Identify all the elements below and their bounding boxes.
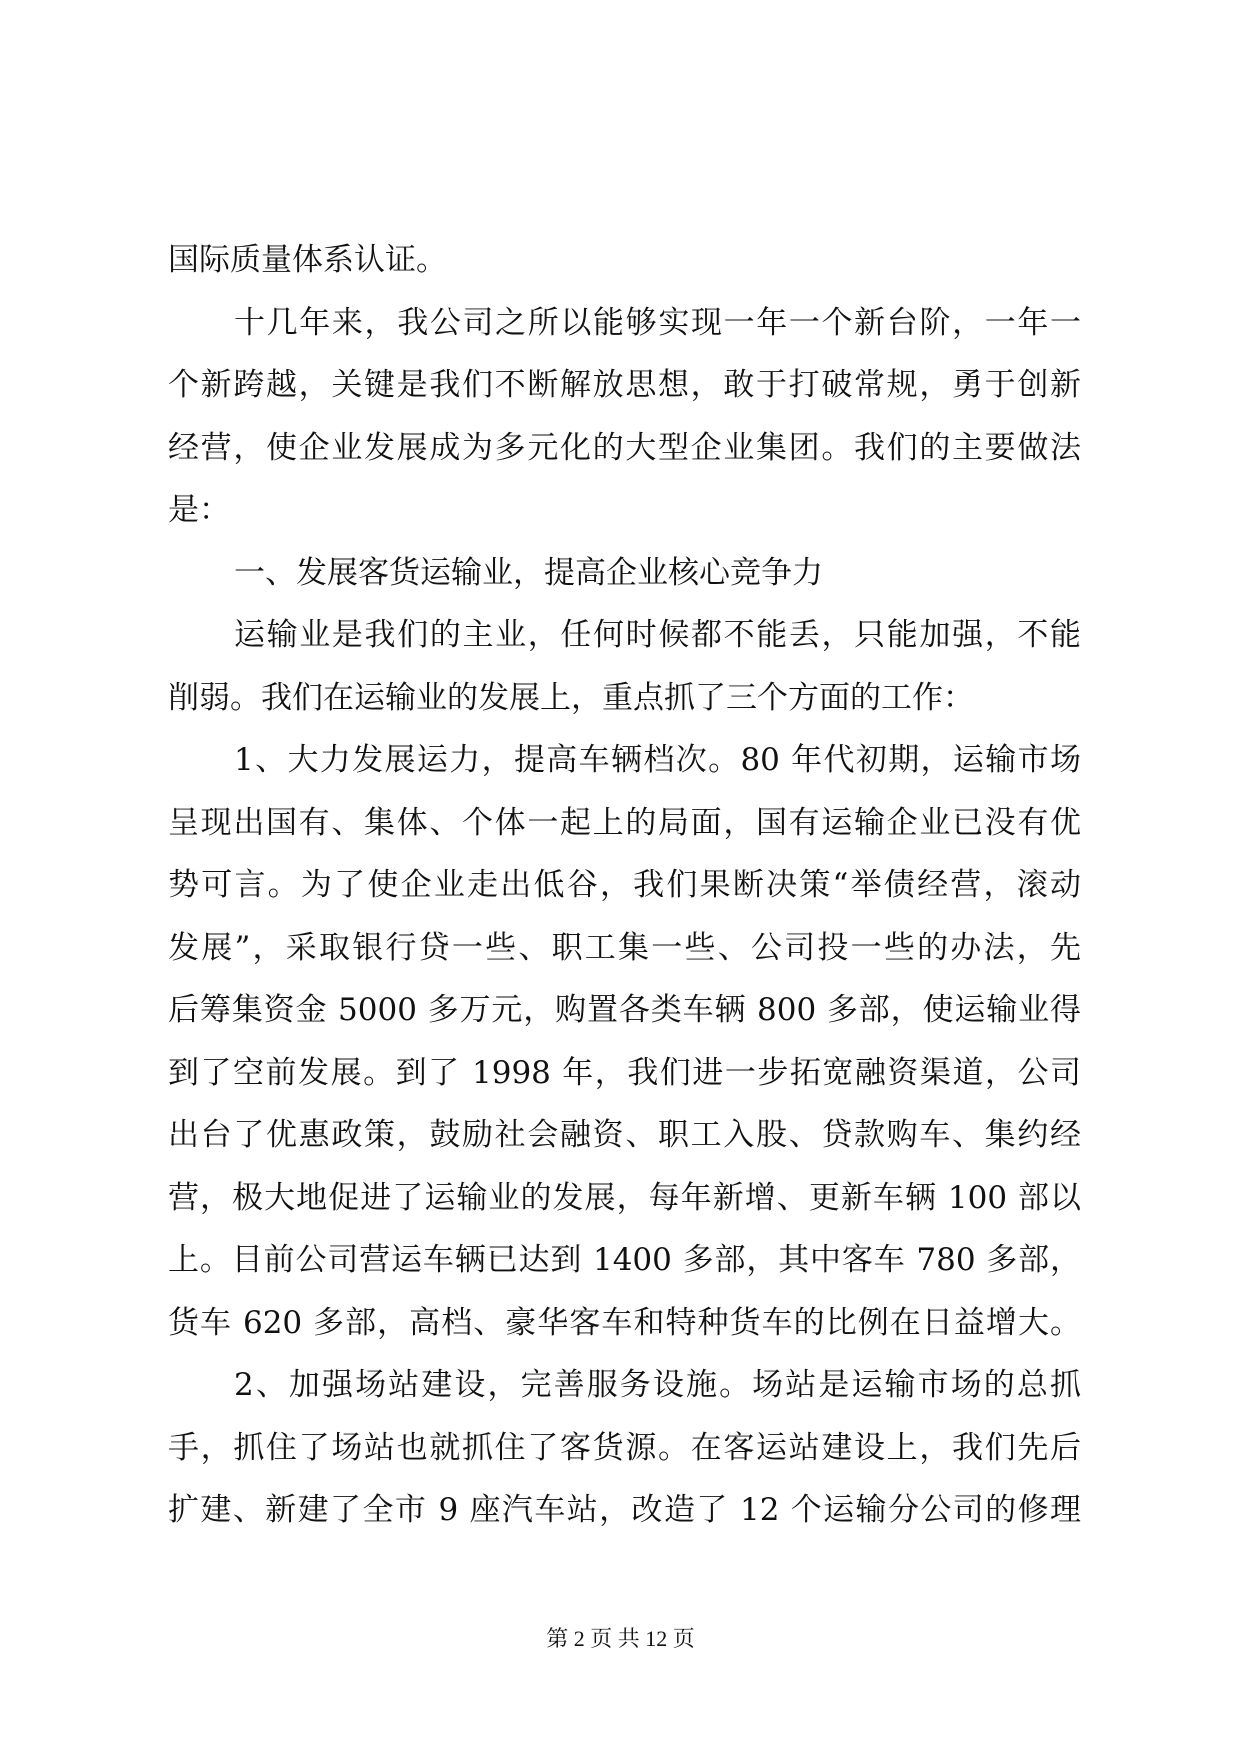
text-line: 营，极大地促进了运输业的发展，每年新增、更新车辆 100 部以: [168, 1179, 1081, 1216]
text-line: 发展”，采取银行贷一些、职工集一些、公司投一些的办法，先: [168, 929, 1081, 966]
page-number-footer: 第 2 页 共 12 页: [546, 1626, 695, 1651]
text-line: 国际质量体系认证。: [168, 242, 447, 278]
text-line: 出台了优惠政策，鼓励社会融资、职工入股、贷款购车、集约经: [168, 1117, 1081, 1153]
body-text: [168, 229, 1081, 1542]
paragraph-start-line: 2、加强场站建设，完善服务设施。场站是运输市场的总抓: [234, 1367, 1081, 1403]
section-heading: 一、发展客货运输业，提高企业核心竞争力: [234, 554, 823, 591]
text-line: 个新跨越，关键是我们不断解放思想，敢于打破常规，勇于创新: [168, 367, 1081, 403]
text-line: 经营，使企业发展成为多元化的大型企业集团。我们的主要做法: [168, 429, 1081, 466]
text-line: 货车 620 多部，高档、豪华客车和特种货车的比例在日益增大。: [168, 1304, 1081, 1341]
text-line: 削弱。我们在运输业的发展上，重点抓了三个方面的工作：: [168, 679, 974, 716]
text-line: 扩建、新建了全市 9 座汽车站，改造了 12 个运输分公司的修理: [168, 1492, 1081, 1528]
text-line: 是：: [168, 492, 230, 528]
paragraph-start-line: 十几年来，我公司之所以能够实现一年一个新台阶，一年一: [234, 304, 1081, 341]
paragraph-start-line: 1、大力发展运力，提高车辆档次。80 年代初期，运输市场: [234, 742, 1081, 778]
text-line: 到了空前发展。到了 1998 年，我们进一步拓宽融资渠道，公司: [168, 1054, 1081, 1091]
text-line: 上。目前公司营运车辆已达到 1400 多部，其中客车 780 多部，: [168, 1242, 1081, 1278]
text-line: 手，抓住了场站也就抓住了客货源。在客运站建设上，我们先后: [168, 1429, 1081, 1466]
text-line: 后筹集资金 5000 多万元，购置各类车辆 800 多部，使运输业得: [168, 992, 1081, 1028]
text-line: 势可言。为了使企业走出低谷，我们果断决策“举债经营，滚动: [168, 867, 1081, 903]
paragraph-start-line: 运输业是我们的主业，任何时候都不能丢，只能加强，不能: [234, 617, 1081, 653]
text-line: 呈现出国有、集体、个体一起上的局面，国有运输企业已没有优: [168, 804, 1081, 841]
